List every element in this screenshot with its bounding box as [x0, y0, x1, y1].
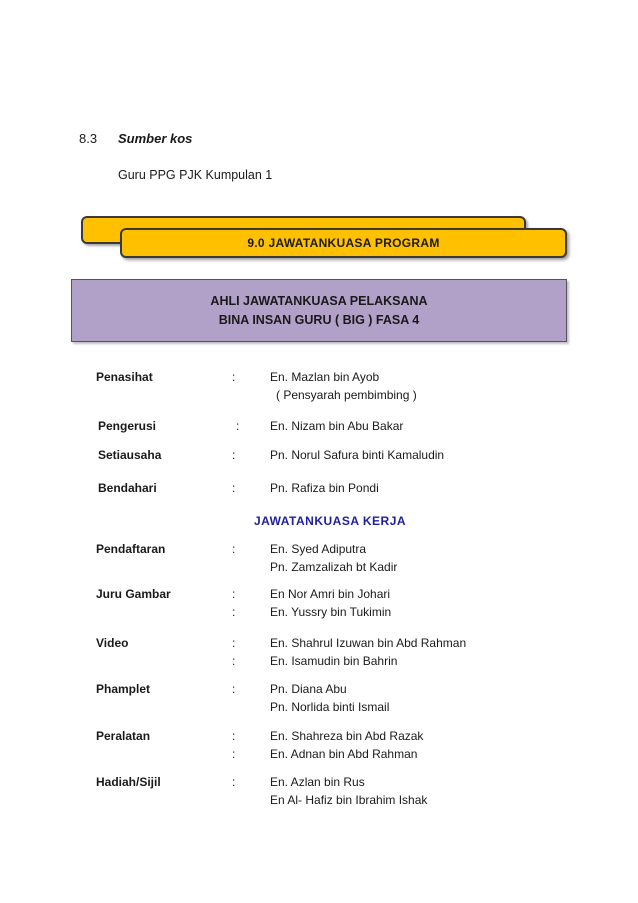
member-colon: :: [232, 481, 236, 495]
section-number: 8.3: [79, 131, 98, 146]
work-name: Pn. Diana Abu: [270, 682, 347, 696]
work-name: En. Shahreza bin Abd Razak: [270, 729, 424, 743]
member-name: En. Mazlan bin Ayob: [270, 370, 380, 384]
work-colon: :: [232, 587, 236, 601]
work-colon-2: :: [232, 605, 236, 619]
member-colon: :: [232, 448, 236, 462]
work-name-2: Pn. Norlida binti Ismail: [270, 700, 390, 714]
section-banner: [120, 228, 567, 258]
member-name-note: ( Pensyarah pembimbing ): [276, 388, 417, 402]
member-role: Bendahari: [98, 481, 157, 495]
work-name-2: En. Isamudin bin Bahrin: [270, 654, 398, 668]
work-role: Juru Gambar: [96, 587, 171, 601]
work-colon: :: [232, 636, 236, 650]
work-colon: :: [232, 542, 236, 556]
committee-title-line1: AHLI JAWATANKUASA PELAKSANA: [210, 293, 428, 308]
work-role: Phamplet: [96, 682, 151, 696]
work-name: En. Syed Adiputra: [270, 542, 367, 556]
work-colon: :: [232, 729, 236, 743]
committee-title-box: [71, 279, 567, 342]
work-role: Hadiah/Sijil: [96, 775, 161, 789]
work-role: Video: [96, 636, 129, 650]
member-role: Setiausaha: [98, 448, 162, 462]
work-colon-2: :: [232, 747, 236, 761]
work-colon-2: :: [232, 654, 236, 668]
work-name-2: En Al- Hafiz bin Ibrahim Ishak: [270, 793, 428, 807]
work-name: En Nor Amri bin Johari: [270, 587, 391, 601]
member-name: En. Nizam bin Abu Bakar: [270, 419, 404, 433]
section-title: Sumber kos: [118, 131, 193, 146]
member-name: Pn. Norul Safura binti Kamaludin: [270, 448, 445, 462]
banner-title: 9.0 JAWATANKUASA PROGRAM: [247, 236, 440, 250]
work-name-2: Pn. Zamzalizah bt Kadir: [270, 560, 398, 574]
member-role: Penasihat: [96, 370, 153, 384]
member-colon: :: [232, 370, 236, 384]
work-name: En. Shahrul Izuwan bin Abd Rahman: [270, 636, 467, 650]
member-name: Pn. Rafiza bin Pondi: [270, 481, 379, 495]
working-committee-heading: JAWATANKUASA KERJA: [253, 514, 407, 528]
work-colon: :: [232, 775, 236, 789]
work-name-2: En. Yussry bin Tukimin: [270, 605, 392, 619]
work-name-2: En. Adnan bin Abd Rahman: [270, 747, 418, 761]
work-colon: :: [232, 682, 236, 696]
work-role: Peralatan: [96, 729, 151, 743]
member-colon: :: [236, 419, 240, 433]
work-role: Pendaftaran: [96, 542, 166, 556]
section-body: Guru PPG PJK Kumpulan 1: [118, 168, 273, 182]
work-name: En. Azlan bin Rus: [270, 775, 365, 789]
committee-title-line2: BINA INSAN GURU ( BIG ) FASA 4: [218, 312, 420, 327]
member-role: Pengerusi: [98, 419, 157, 433]
